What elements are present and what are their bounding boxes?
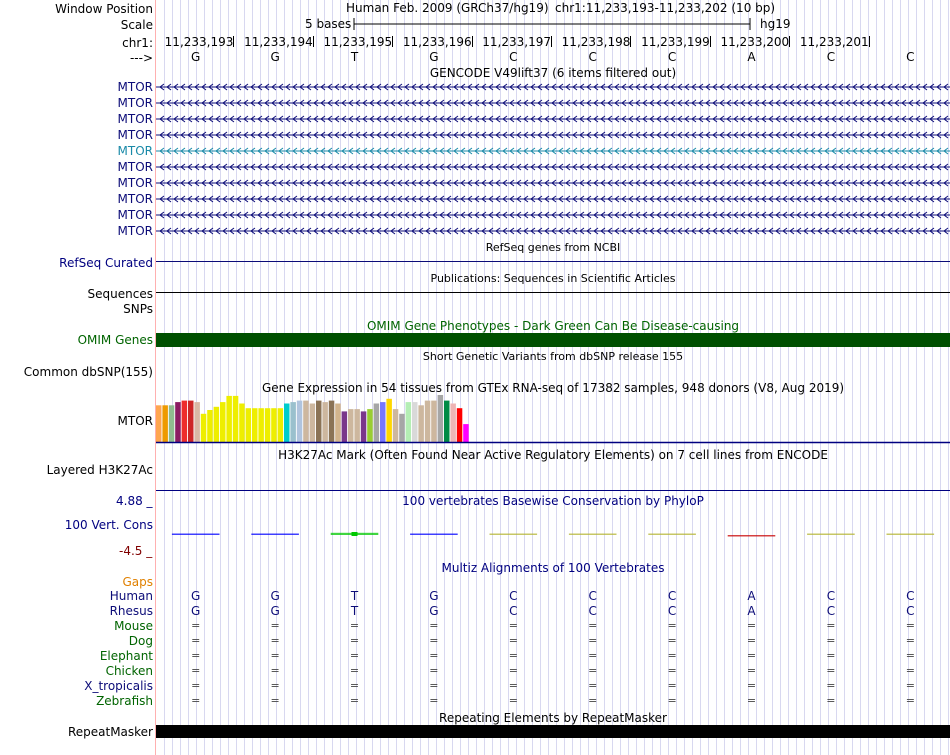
gencode-gene-label[interactable]: MTOR	[117, 160, 153, 174]
base-letter: T	[350, 50, 359, 64]
alignment-base: =	[349, 664, 360, 677]
gencode-transcript[interactable]	[156, 114, 950, 124]
multiz-species-label[interactable]: Mouse	[114, 619, 153, 633]
alignment-base: C	[906, 604, 915, 618]
strand-label[interactable]: --->	[129, 51, 153, 65]
alignment-base: =	[826, 679, 836, 692]
phylop-ymin: -4.5 _	[119, 544, 153, 558]
alignment-base: =	[667, 694, 677, 707]
phylop-score-bar	[728, 535, 776, 537]
alignment-base: =	[588, 649, 598, 662]
gtex-tissue-bar	[175, 402, 181, 442]
gtex-tissue-bar	[162, 405, 168, 442]
ruler-tick-mark	[392, 36, 393, 47]
gtex-tissue-bar	[393, 409, 399, 442]
gencode-gene-label[interactable]: MTOR	[117, 176, 153, 190]
base-letter: C	[509, 50, 518, 64]
alignment-base: =	[667, 679, 677, 692]
ruler-tick-label: 11,233,199	[641, 35, 710, 49]
gencode-transcript[interactable]	[156, 130, 950, 140]
sequences-label[interactable]: Sequences	[87, 287, 153, 301]
refseq-label[interactable]: RefSeq Curated	[59, 256, 153, 270]
gtex-tissue-bar	[412, 402, 418, 442]
alignment-base: =	[905, 649, 915, 662]
alignment-base: =	[667, 664, 677, 677]
alignment-base: =	[508, 664, 518, 677]
phylop-plot[interactable]	[156, 505, 950, 555]
phylop-score-bar	[887, 534, 935, 536]
gtex-tissue-bar	[188, 401, 194, 442]
gtex-bar-chart[interactable]	[156, 395, 950, 445]
window-position-label: Window Position	[55, 2, 153, 16]
alignment-base: A	[747, 589, 756, 603]
alignment-base: =	[905, 634, 915, 647]
base-letter: G	[191, 50, 201, 64]
gtex-tissue-bar	[310, 404, 316, 443]
h3k27ac-track-title: H3K27Ac Mark (Often Found Near Active Regulatory Elements) on 7 cell lines from ENCODE	[278, 448, 828, 462]
alignment-base: T	[350, 589, 359, 603]
gtex-tissue-bar	[425, 401, 431, 442]
gtex-tissue-bar	[284, 404, 290, 443]
gtex-tissue-bar	[399, 414, 405, 442]
alignment-base: G	[191, 589, 201, 603]
gtex-tissue-bar	[406, 402, 412, 442]
alignment-base: =	[746, 679, 757, 692]
gtex-tissue-bar	[463, 424, 469, 442]
ruler-tick-label: 11,233,196	[402, 35, 472, 49]
scale-bar	[353, 17, 753, 31]
gencode-transcript[interactable]	[156, 146, 950, 156]
gtex-tissue-bar	[348, 409, 354, 442]
phylop-ymax: 4.88 _	[116, 494, 153, 508]
alignment-base: =	[270, 634, 280, 647]
ruler-tick-label: 11,233,201	[799, 35, 869, 49]
gtex-tissue-bar	[354, 409, 360, 442]
refseq-track-title: RefSeq genes from NCBI	[485, 241, 621, 254]
gencode-gene-label[interactable]: MTOR	[117, 224, 153, 238]
alignment-base: =	[746, 694, 757, 707]
alignment-base: =	[270, 664, 280, 677]
gtex-tissue-bar	[450, 404, 456, 443]
alignment-base: C	[826, 589, 836, 603]
refseq-line[interactable]	[156, 261, 950, 262]
gtex-tissue-bar	[374, 404, 380, 443]
alignment-base: =	[667, 634, 677, 647]
ruler-tick-label: 11,233,198	[561, 35, 631, 49]
omim-label[interactable]: OMIM Genes	[77, 333, 153, 347]
gencode-transcript[interactable]	[156, 194, 950, 204]
ruler-tick-mark	[233, 36, 234, 47]
gencode-transcript[interactable]	[156, 98, 950, 108]
alignment-base: =	[349, 619, 360, 632]
phylop-score-bar	[569, 534, 617, 536]
alignment-base: A	[747, 604, 756, 618]
gtex-tissue-bar	[342, 411, 348, 442]
alignment-base: C	[667, 589, 677, 603]
gtex-tissue-bar	[367, 409, 373, 442]
alignment-base: =	[746, 619, 757, 632]
alignment-base: =	[349, 649, 360, 662]
alignment-base: =	[826, 664, 836, 677]
alignment-base: =	[588, 634, 598, 647]
alignment-base: =	[905, 694, 915, 707]
phylop-score-bar	[172, 534, 220, 536]
gtex-tissue-bar	[233, 396, 239, 442]
phylop-score-bar	[251, 534, 299, 536]
base-letter: G	[429, 50, 439, 64]
alignment-base: =	[429, 679, 439, 692]
phylop-score-bar	[807, 534, 855, 536]
gtex-tissue-bar	[220, 402, 226, 442]
alignment-base: =	[270, 619, 280, 632]
gtex-tissue-bar	[297, 401, 303, 442]
ruler-tick-mark	[630, 36, 631, 47]
h3k27ac-baseline	[156, 490, 950, 491]
alignment-base: =	[667, 619, 677, 632]
gtex-track-title: Gene Expression in 54 tissues from GTEx RNA-seq of 17382 samples, 948 donors (V8, Aug 2019)	[261, 381, 845, 395]
gtex-label[interactable]: MTOR	[117, 414, 153, 428]
alignment-base: =	[191, 619, 201, 632]
alignment-base: =	[349, 634, 360, 647]
gtex-tissue-bar	[335, 404, 341, 443]
alignment-base: =	[746, 664, 757, 677]
alignment-base: C	[509, 589, 518, 603]
alignment-base: =	[429, 694, 439, 707]
ruler-tick-label: 11,233,194	[244, 35, 313, 49]
omim-bar[interactable]	[156, 333, 950, 347]
gtex-tissue-bar	[431, 401, 437, 442]
alignment-base: G	[270, 604, 280, 618]
gtex-tissue-bar	[226, 396, 232, 442]
alignment-base: =	[905, 664, 915, 677]
phylop-score-bar	[648, 534, 696, 536]
base-letter: C	[906, 50, 915, 64]
phylop-score-bar	[490, 534, 538, 536]
alignment-base: =	[429, 634, 439, 647]
alignment-base: =	[191, 679, 201, 692]
alignment-base: =	[508, 634, 518, 647]
alignment-base: =	[588, 619, 598, 632]
gtex-tissue-bar	[271, 408, 277, 442]
base-letter: A	[747, 50, 756, 64]
alignment-base: =	[905, 619, 915, 632]
alignment-base: =	[667, 649, 677, 662]
gtex-tissue-bar	[290, 402, 296, 442]
gtex-tissue-bar	[169, 405, 175, 442]
publications-track-title: Publications: Sequences in Scientific Articles	[430, 272, 676, 285]
alignment-base: =	[588, 679, 598, 692]
alignment-base: =	[905, 679, 915, 692]
gencode-gene-label[interactable]: MTOR	[117, 192, 153, 206]
alignment-base: =	[826, 619, 836, 632]
alignment-base: =	[746, 649, 757, 662]
gencode-gene-label[interactable]: MTOR	[117, 96, 153, 110]
base-letter: C	[588, 50, 597, 64]
gencode-transcript[interactable]	[156, 82, 950, 92]
gencode-transcript[interactable]	[156, 178, 950, 188]
alignment-base: =	[588, 664, 598, 677]
gtex-tissue-bar	[278, 408, 284, 442]
dbsnp-label[interactable]: Common dbSNP(155)	[23, 365, 153, 379]
alignment-base: =	[429, 619, 439, 632]
gencode-gene-label[interactable]: MTOR	[117, 80, 153, 94]
rmsk-label[interactable]: RepeatMasker	[67, 725, 153, 739]
gtex-tissue-bar	[252, 408, 258, 442]
multiz-species-label[interactable]: Chicken	[105, 664, 153, 678]
position-label: chr1:11,233,193-11,233,202 (10 bp)	[555, 1, 776, 15]
gtex-tissue-bar	[246, 408, 252, 442]
alignment-base: C	[588, 604, 597, 618]
alignment-base: =	[191, 649, 201, 662]
gencode-gene-label[interactable]: MTOR	[117, 128, 153, 142]
phylop-track-title: 100 vertebrates Basewise Conservation by PhyloP	[402, 494, 704, 508]
alignment-base: =	[508, 619, 518, 632]
ruler-tick-mark	[710, 36, 711, 47]
gtex-tissue-bar	[316, 401, 322, 442]
phylop-label[interactable]: 100 Vert. Cons	[64, 518, 153, 532]
gtex-tissue-bar	[265, 408, 271, 442]
multiz-species-label[interactable]: Rhesus	[109, 604, 153, 618]
gtex-tissue-bar	[457, 408, 463, 442]
alignment-base: =	[826, 634, 836, 647]
alignment-base: =	[191, 634, 201, 647]
ruler-tick-mark	[472, 36, 473, 47]
phylop-score-peak	[352, 532, 358, 536]
gtex-tissue-bar	[258, 408, 264, 442]
alignment-base: =	[588, 694, 598, 707]
gencode-gene-label[interactable]: MTOR	[117, 208, 153, 222]
gtex-tissue-bar	[322, 402, 328, 442]
gtex-tissue-bar	[444, 401, 450, 442]
alignment-base: =	[746, 634, 757, 647]
multiz-species-label[interactable]: Zebrafish	[96, 694, 153, 708]
alignment-base: G	[191, 604, 201, 618]
alignment-base: G	[270, 589, 280, 603]
db-label: hg19	[760, 17, 791, 31]
alignment-base: =	[270, 694, 280, 707]
gtex-tissue-bar	[194, 402, 200, 442]
gtex-tissue-bar	[214, 407, 220, 442]
gtex-tissue-bar	[438, 395, 444, 442]
alignment-base: G	[429, 604, 439, 618]
gtex-tissue-bar	[201, 414, 207, 442]
rmsk-bar[interactable]	[156, 725, 950, 738]
scale-label: Scale	[120, 18, 153, 32]
alignment-base: =	[349, 694, 360, 707]
ruler-tick-label: 11,233,197	[482, 35, 551, 49]
gtex-tissue-bar	[386, 399, 392, 442]
alignment-base: =	[270, 649, 280, 662]
alignment-base: =	[429, 649, 439, 662]
alignment-base: C	[906, 589, 915, 603]
ruler-tick-label: 11,233,195	[323, 35, 393, 49]
gtex-tissue-bar	[361, 411, 367, 442]
multiz-species-label[interactable]: Dog	[128, 634, 153, 648]
alignment-base: =	[508, 649, 518, 662]
base-letter: C	[826, 50, 836, 64]
gaps-label[interactable]: Gaps	[122, 575, 153, 589]
alignment-base: C	[509, 604, 518, 618]
multiz-track-title: Multiz Alignments of 100 Vertebrates	[441, 561, 665, 575]
gencode-gene-label[interactable]: MTOR	[117, 144, 153, 158]
gencode-transcript[interactable]	[156, 226, 950, 236]
alignment-base: T	[350, 604, 359, 618]
multiz-species-label[interactable]: Elephant	[99, 649, 153, 663]
gtex-tissue-bar	[380, 402, 386, 442]
rmsk-track-title: Repeating Elements by RepeatMasker	[439, 711, 667, 725]
base-letter: C	[667, 50, 677, 64]
alignment-base: =	[191, 694, 201, 707]
gencode-track-title: GENCODE V49lift37 (6 items filtered out)	[429, 66, 677, 80]
scale-text: 5 bases	[305, 17, 352, 31]
alignment-base: C	[667, 604, 677, 618]
alignment-base: C	[588, 589, 597, 603]
snps-label[interactable]: SNPs	[123, 302, 153, 316]
assembly-label: Human Feb. 2009 (GRCh37/hg19)	[346, 1, 549, 15]
alignment-base: =	[349, 679, 360, 692]
gtex-tissue-bar	[182, 401, 188, 442]
gtex-tissue-bar	[303, 401, 309, 442]
gtex-tissue-bar	[207, 410, 213, 442]
ruler-tick-label: 11,233,200	[720, 35, 790, 49]
alignment-base: G	[429, 589, 439, 603]
gencode-transcript[interactable]	[156, 210, 950, 220]
publications-line[interactable]	[156, 292, 950, 293]
alignment-base: =	[270, 679, 280, 692]
ruler-tick-mark	[551, 36, 552, 47]
gtex-tissue-bar	[329, 401, 335, 442]
alignment-base: C	[826, 604, 836, 618]
alignment-base: =	[191, 664, 201, 677]
gencode-gene-label[interactable]: MTOR	[117, 112, 153, 126]
ruler-tick-mark	[313, 36, 314, 47]
chrom-label: chr1:	[122, 36, 153, 50]
multiz-species-label[interactable]: Human	[109, 589, 153, 603]
alignment-base: =	[508, 679, 518, 692]
dbsnp-track-title: Short Genetic Variants from dbSNP release 155	[422, 350, 684, 363]
ruler-tick-label: 11,233,193	[164, 35, 234, 49]
multiz-species-label[interactable]: X_tropicalis	[84, 679, 153, 693]
gencode-transcript[interactable]	[156, 162, 950, 172]
ruler-tick-mark	[869, 36, 870, 47]
base-letter: G	[270, 50, 280, 64]
gtex-tissue-bar	[239, 404, 245, 443]
phylop-score-bar	[410, 534, 458, 536]
alignment-base: =	[508, 694, 518, 707]
alignment-base: =	[429, 664, 439, 677]
gtex-tissue-bar	[418, 405, 424, 442]
alignment-base: =	[826, 694, 836, 707]
h3k27ac-label[interactable]: Layered H3K27Ac	[46, 463, 153, 477]
alignment-base: =	[826, 649, 836, 662]
gtex-tissue-bar	[156, 405, 162, 442]
omim-track-title: OMIM Gene Phenotypes - Dark Green Can Be Disease-causing	[366, 319, 740, 333]
ruler-tick-mark	[789, 36, 790, 47]
